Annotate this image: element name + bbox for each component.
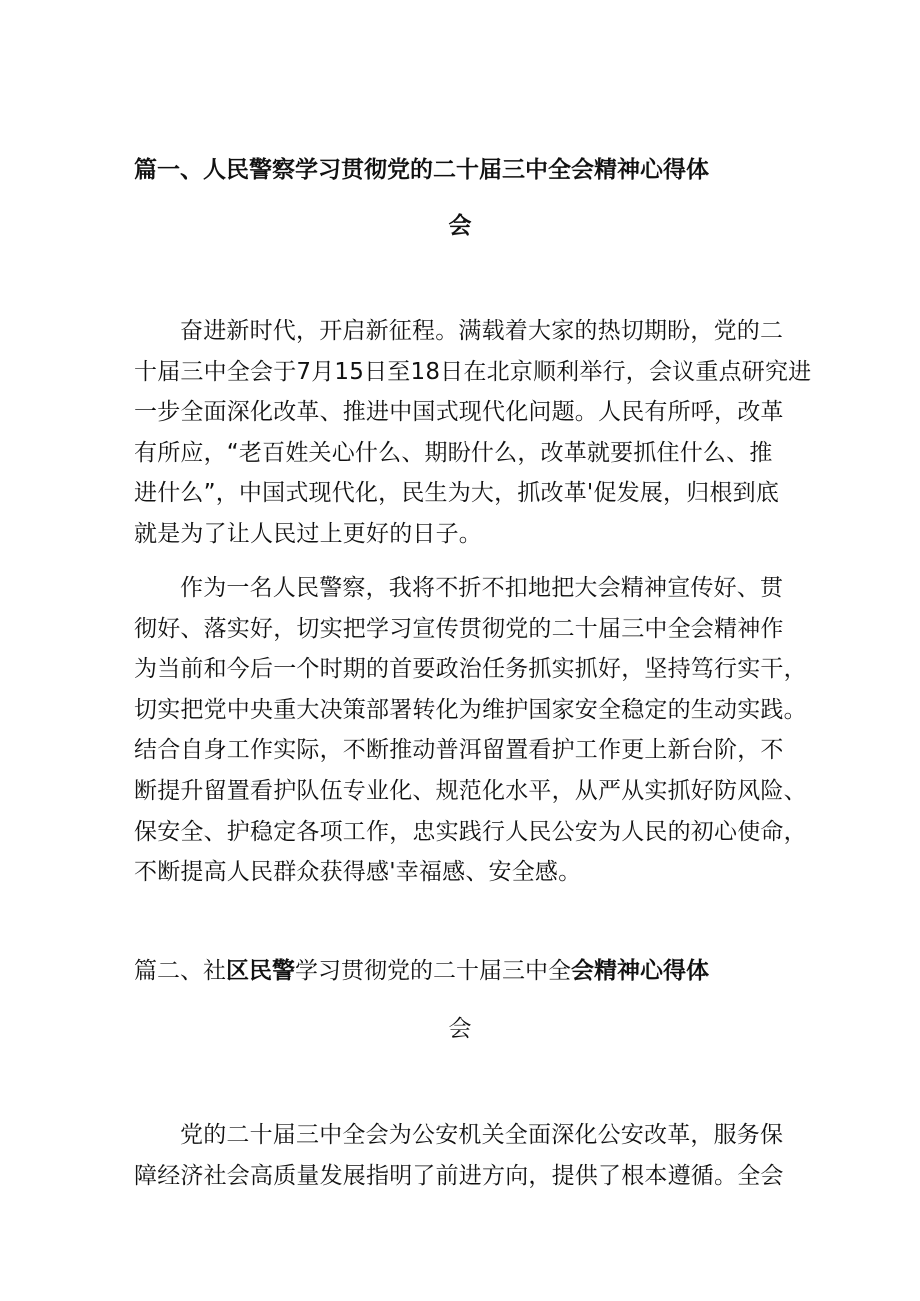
text-line: 不断提高人民群众获得感'幸福感、安全感。	[134, 859, 582, 886]
section1-title-line1: 篇一、人民警察学习贯彻党的二十届三中全会精神心得体	[134, 157, 709, 183]
text-line: 奋进新时代，开启新征程。满载着大家的热切期盼，党的二	[180, 318, 784, 344]
section2-title-line2: 会	[448, 1016, 472, 1042]
text-line: 党的二十届三中全会为公安机关全面深化公安改革，服务保	[180, 1122, 784, 1148]
text-line: 障经济社会高质量发展指明了前进方向，提供了根本遵循。全会	[134, 1162, 784, 1189]
section1-title-line2: 会	[448, 213, 472, 239]
text-line: 一步全面深化改革、推进中国式现代化问题。人民有所呼，改革	[134, 399, 784, 426]
section1-paragraph1	[134, 311, 812, 555]
text-line: 保安全、护稳定各项工作，忠实践行人民公安为人民的初心使命，	[134, 818, 807, 845]
section2-title-part: 学习贯彻党的二十届三中全	[295, 958, 571, 984]
section2-title-part: 会精神心得体	[571, 958, 709, 984]
section2-title-line1	[134, 957, 794, 985]
text-line: 彻好、落实好，切实把学习宣传贯彻党的二十届三中全会精神作	[134, 615, 784, 642]
section1-paragraph2	[134, 568, 807, 893]
text-line: 断提升留置看护队伍专业化、规范化水平，从严从实抓好防风险、	[134, 777, 807, 804]
section2-paragraph1	[134, 1115, 794, 1196]
text-line: 结合自身工作实际，不断推动普洱留置看护工作更上新台阶，不	[134, 737, 784, 764]
text-line: 为当前和今后一个时期的首要政治任务抓实抓好，坚持笃行实干，	[134, 656, 807, 683]
section2-title-part: 区民警	[226, 958, 295, 984]
text-line: 进什么”，中国式现代化，民生为大，抓改革'促发展，归根到底	[134, 480, 780, 507]
text-line: 作为一名人民警察，我将不折不扣地把大会精神宣传好、贯	[180, 575, 784, 601]
text-line: 就是为了让人民过上更好的日子。	[134, 520, 482, 547]
text-line: 十届三中全会于7月15日至18日在北京顺利举行，会议重点研究进	[134, 358, 812, 385]
section2-title-part: 篇二、社	[134, 958, 226, 984]
text-line: 切实把党中央重大决策部署转化为维护国家安全稳定的生动实践。	[134, 696, 807, 723]
text-line: 有所应，“老百姓关心什么、期盼什么，改革就要抓住什么、推	[134, 439, 773, 466]
